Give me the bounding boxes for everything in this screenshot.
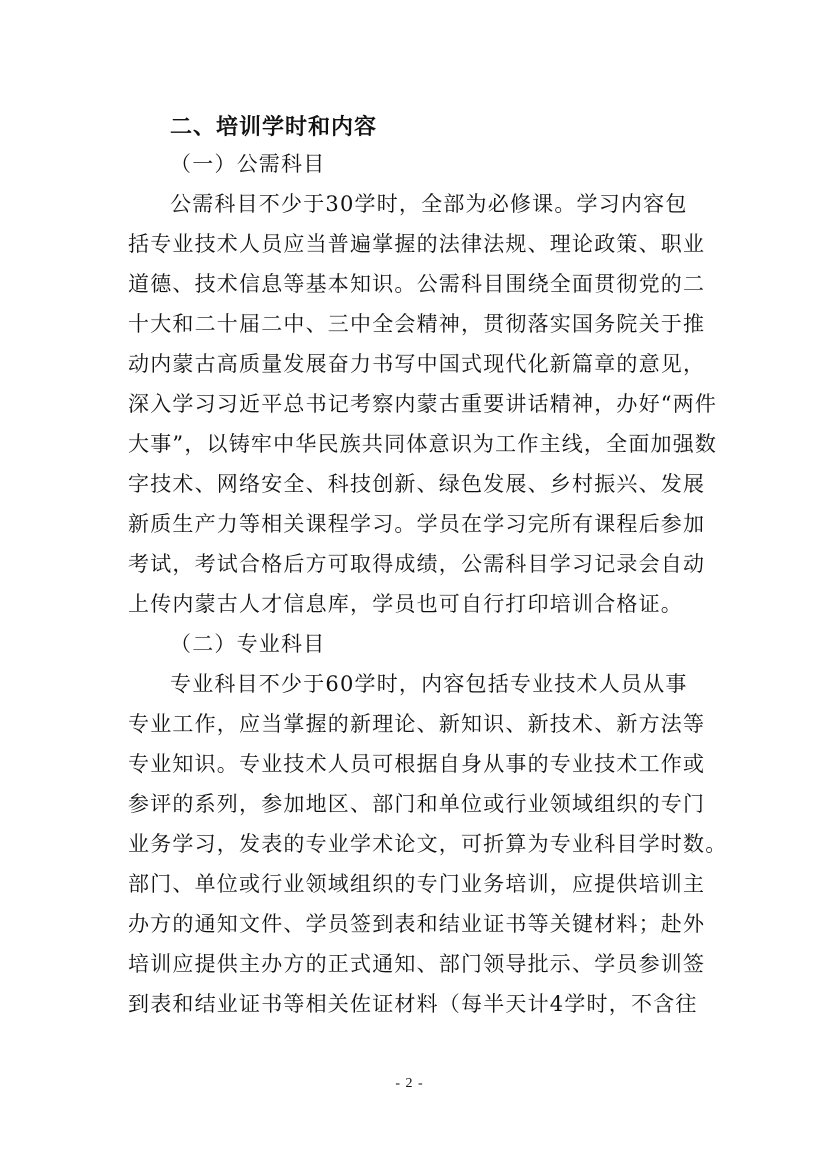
paragraph-line: 道德、技术信息等基本知识。公需科目围绕全面贯彻党的二 — [128, 272, 706, 296]
paragraph-line: 字技术、网络安全、科技创新、绿色发展、乡村振兴、发展 — [128, 472, 706, 496]
paragraph-line: 深入学习习近平总书记考察内蒙古重要讲话精神，办好“两件 — [128, 392, 718, 416]
paragraph-line: 括专业技术人员应当普遍掌握的法律法规、理论政策、职业 — [128, 232, 706, 256]
paragraph-line: 部门、单位或行业领域组织的专门业务培训，应提供培训主 — [128, 872, 706, 896]
paragraph-line: 新质生产力等相关课程学习。学员在学习完所有课程后参加 — [128, 512, 706, 536]
paragraph-line: 专业科目不少于60学时，内容包括专业技术人员从事 — [170, 672, 688, 696]
section-heading: 二、培训学时和内容 — [170, 115, 378, 140]
paragraph-line: 公需科目不少于30学时，全部为必修课。学习内容包 — [170, 192, 688, 216]
paragraph-line: 业务学习，发表的专业学术论文，可折算为专业科目学时数。 — [128, 832, 728, 856]
subsection-title-professional: （二）专业科目 — [170, 632, 326, 656]
paragraph-line: 专业工作，应当掌握的新理论、新知识、新技术、新方法等 — [128, 712, 706, 736]
paragraph-line: 办方的通知文件、学员签到表和结业证书等关键材料；赴外 — [128, 912, 706, 936]
paragraph-line: 大事”，以铸牢中华民族共同体意识为工作主线，全面加强数 — [128, 432, 718, 456]
paragraph-line: 参评的系列，参加地区、部门和单位或行业领域组织的专门 — [128, 792, 706, 816]
paragraph-line: 考试，考试合格后方可取得成绩，公需科目学习记录会自动 — [128, 552, 706, 576]
paragraph-line: 专业知识。专业技术人员可根据自身从事的专业技术工作或 — [128, 752, 706, 776]
paragraph-line: 到表和结业证书等相关佐证材料（每半天计4学时，不含往 — [128, 992, 698, 1016]
page-number: - 2 - — [395, 1076, 424, 1091]
paragraph-line: 十大和二十届二中、三中全会精神，贯彻落实国务院关于推 — [128, 312, 706, 336]
paragraph-line: 培训应提供主办方的正式通知、部门领导批示、学员参训签 — [128, 952, 706, 976]
paragraph-line: 上传内蒙古人才信息库，学员也可自行打印培训合格证。 — [128, 592, 683, 616]
paragraph-line: 动内蒙古高质量发展奋力书写中国式现代化新篇章的意见， — [128, 352, 706, 376]
subsection-title-public: （一）公需科目 — [170, 152, 326, 176]
